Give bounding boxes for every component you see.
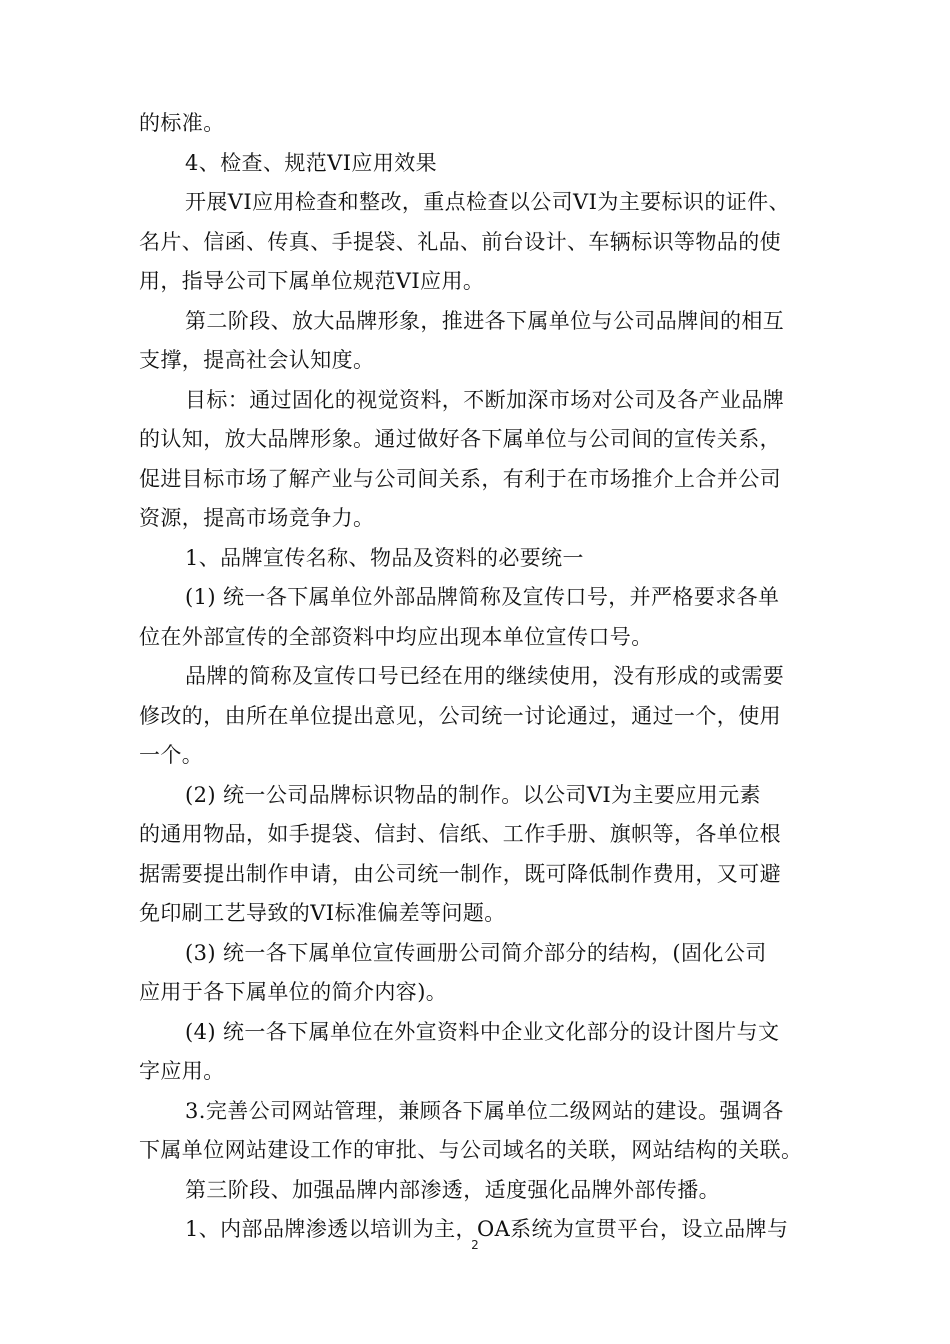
text-line: 据需要提出制作申请，由公司统一制作，既可降低制作费用，又可避 xyxy=(139,861,781,886)
text-line: (3) 统一各下属单位宣传画册公司简介部分的结构，(固化公司 xyxy=(185,940,767,965)
text-line: 位在外部宣传的全部资料中均应出现本单位宣传口号。 xyxy=(139,624,653,649)
text-line: (1) 统一各下属单位外部品牌简称及宣传口号，并严格要求各单 xyxy=(185,585,780,609)
text-line: 1、品牌宣传名称、物品及资料的必要统一 xyxy=(185,545,584,570)
text-line: 名片、信函、传真、手提袋、礼品、前台设计、车辆标识等物品的使 xyxy=(139,229,781,254)
text-line: 一个。 xyxy=(139,743,204,767)
text-line: 修改的，由所在单位提出意见，公司统一讨论通过，通过一个，使用 xyxy=(139,703,781,728)
text-line: 3.完善公司网站管理，兼顾各下属单位二级网站的建设。强调各 xyxy=(185,1098,784,1123)
text-line: 免印刷工艺导致的VI标准偏差等问题。 xyxy=(139,901,506,925)
text-line: (4) 统一各下属单位在外宣资料中企业文化部分的设计图片与文 xyxy=(185,1019,780,1044)
text-line: 的标准。 xyxy=(139,111,225,135)
text-line: 的通用物品，如手提袋、信封、信纸、工作手册、旗帜等，各单位根 xyxy=(139,822,781,846)
text-line: 品牌的简称及宣传口号已经在用的继续使用，没有形成的或需要 xyxy=(185,664,785,688)
text-line: 1、内部品牌渗透以培训为主，OA系统为宣贯平台，设立品牌与 xyxy=(185,1217,789,1241)
document-body xyxy=(139,104,823,1250)
page-number: 2 xyxy=(471,1238,479,1252)
text-line: 支撑，提高社会认知度。 xyxy=(139,348,375,372)
text-line: 目标：通过固化的视觉资料，不断加深市场对公司及各产业品牌 xyxy=(185,387,785,412)
text-line: 用，指导公司下属单位规范VI应用。 xyxy=(139,269,485,293)
text-line: 资源，提高市场竞争力。 xyxy=(139,506,375,530)
text-line: 4、检查、规范VI应用效果 xyxy=(185,150,438,175)
text-line: 第三阶段、加强品牌内部渗透，适度强化品牌外部传播。 xyxy=(185,1177,720,1202)
text-line: 开展VI应用检查和整改，重点检查以公司VI为主要标识的证件、 xyxy=(185,190,790,214)
text-line: 下属单位网站建设工作的审批、与公司域名的关联，网站结构的关联。 xyxy=(139,1138,803,1162)
text-line: 促进目标市场了解产业与公司间关系，有利于在市场推介上合并公司 xyxy=(139,466,781,491)
text-line: 应用于各下属单位的简介内容)。 xyxy=(139,980,448,1004)
text-line: 的认知，放大品牌形象。通过做好各下属单位与公司间的宣传关系， xyxy=(139,427,781,451)
text-line: (2) 统一公司品牌标识物品的制作。以公司VI为主要应用元素 xyxy=(185,782,761,807)
text-line: 第二阶段、放大品牌形象，推进各下属单位与公司品牌间的相互 xyxy=(185,308,785,333)
text-line: 字应用。 xyxy=(139,1059,225,1083)
